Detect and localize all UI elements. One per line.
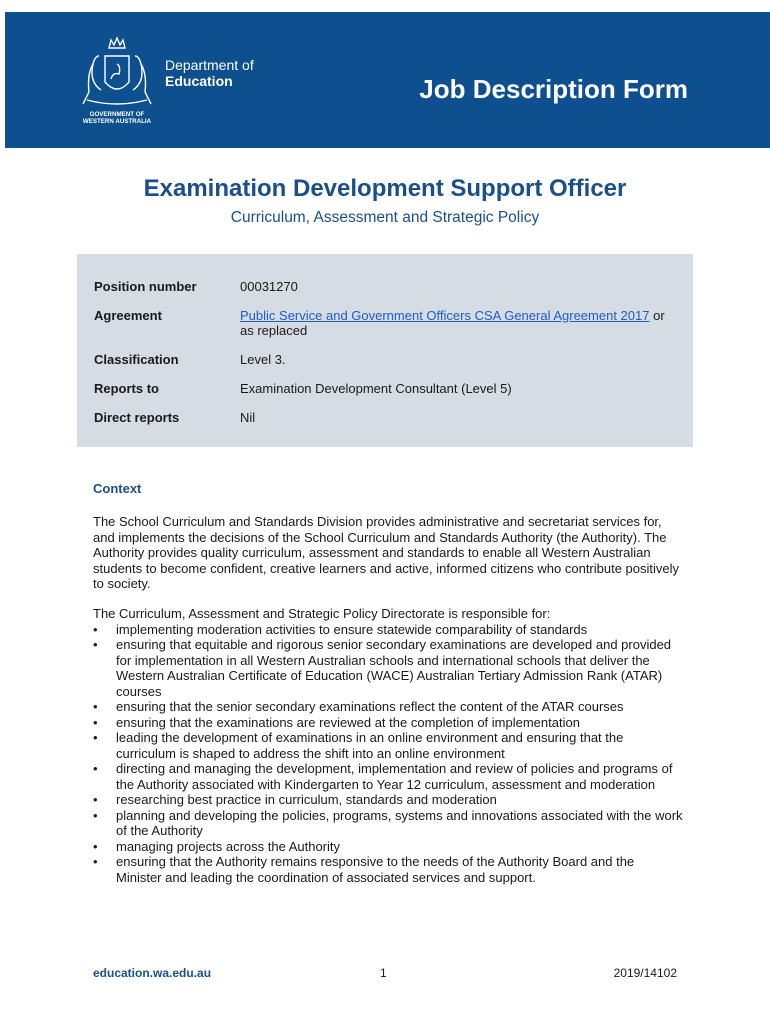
agreement-value <box>240 308 680 338</box>
footer-website-link[interactable]: education.wa.edu.au <box>93 966 212 980</box>
context-paragraph-1: The School Curriculum and Standards Division provides administrative and secretariat services for, and implements the decisions of the School Curriculum and Standards Authority (the Authority). The Authority provides quality curriculum, assessment and standards to enable all Western Australian students to become confident, creative learners and active, informed citizens who contribute positively to society. <box>93 514 680 591</box>
page-header <box>5 12 770 148</box>
form-title: Job Description Form <box>419 74 688 104</box>
reports-to-value: Examination Development Consultant (Level 5) <box>240 381 512 396</box>
job-subtitle: Curriculum, Assessment and Strategic Policy <box>230 209 540 226</box>
context-section <box>93 606 683 885</box>
list-item: • implementing moderation activities to ensure statewide comparability of standards <box>93 622 683 638</box>
agreement-link[interactable]: Public Service and Government Officers CSA General Agreement 2017 <box>240 308 650 323</box>
footer-reference: 2019/14102 <box>613 966 677 980</box>
classification-value: Level 3. <box>240 352 286 367</box>
department-line-1: Department of <box>165 57 254 73</box>
list-item: • ensuring that the Authority remains responsive to the needs of the Authority Board and the Minister and leading the coordination of associated services and support. <box>93 854 683 885</box>
svg-text:GOVERNMENT OF: GOVERNMENT OF <box>89 111 145 118</box>
direct-reports-label: Direct reports <box>94 410 180 425</box>
list-item: • ensuring that equitable and rigorous senior secondary examinations are developed and provided for implementation in all Western Australian schools and international schools that deliver the Western Australian Certificate of Education (WACE) Australian Tertiary Admission Rank (ATAR) courses <box>93 637 683 699</box>
list-item: • researching best practice in curriculum, standards and moderation <box>93 792 683 808</box>
list-item: • ensuring that the examinations are reviewed at the completion of implementation <box>93 715 683 731</box>
department-line-2: Education <box>165 73 233 89</box>
svg-text:WESTERN AUSTRALIA: WESTERN AUSTRALIA <box>82 118 152 125</box>
reports-to-label: Reports to <box>94 381 159 396</box>
list-item: • planning and developing the policies, programs, systems and innovations associated with the work of the Authority <box>93 808 683 839</box>
wa-government-crest-icon <box>75 34 159 126</box>
position-number-label: Position number <box>94 279 197 294</box>
job-title: Examination Development Support Officer <box>143 175 627 202</box>
direct-reports-value: Nil <box>240 410 256 425</box>
list-item: • directing and managing the development, implementation and review of policies and programs of the Authority associated with Kindergarten to Year 12 curriculum, assessment and moderation <box>93 761 683 792</box>
context-paragraph-2: The Curriculum, Assessment and Strategic Policy Directorate is responsible for: <box>93 606 551 621</box>
list-item: • ensuring that the senior secondary examinations reflect the content of the ATAR courses <box>93 699 683 715</box>
department-name <box>165 57 254 89</box>
responsibilities-list <box>93 622 683 886</box>
context-heading: Context <box>93 481 142 496</box>
list-item: • leading the development of examinations in an online environment and ensuring that the curriculum is shaped to address the shift into an online environment <box>93 730 683 761</box>
classification-label: Classification <box>94 352 179 367</box>
footer-page-number: 1 <box>380 966 387 980</box>
position-number-value: 00031270 <box>240 279 298 294</box>
agreement-label: Agreement <box>94 308 162 323</box>
position-details-box <box>77 254 693 447</box>
list-item: • managing projects across the Authority <box>93 839 683 855</box>
agreement-suffix: or as replaced <box>240 308 665 338</box>
